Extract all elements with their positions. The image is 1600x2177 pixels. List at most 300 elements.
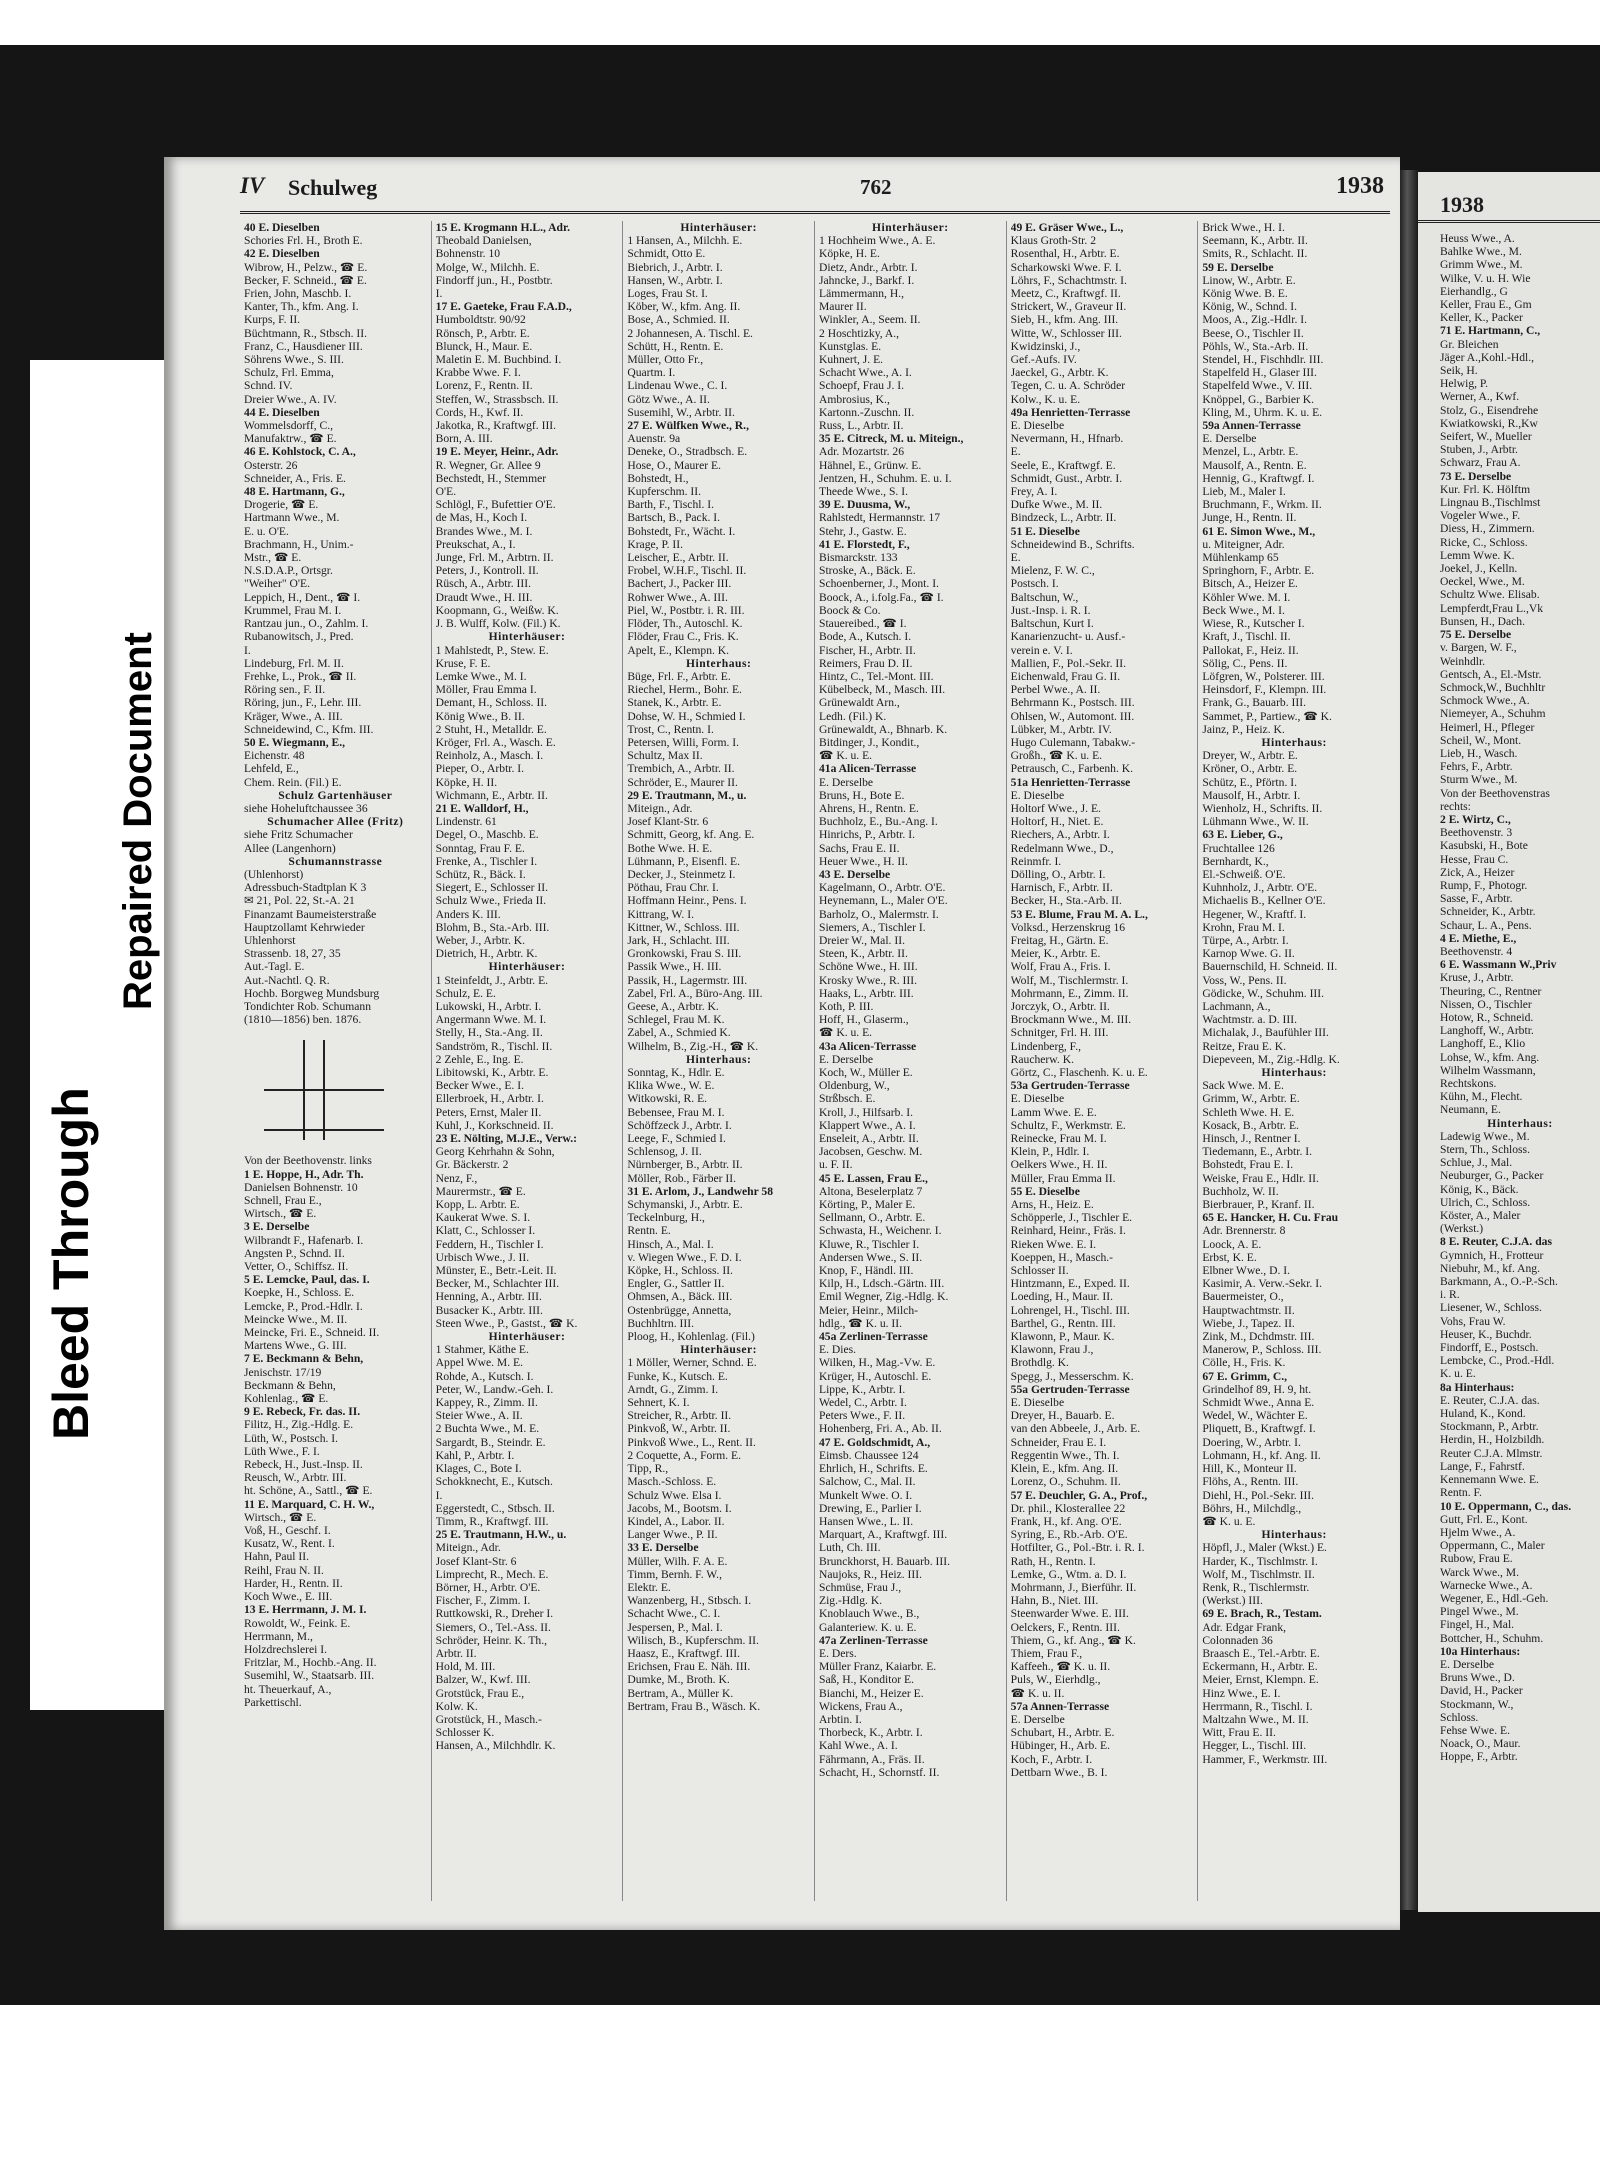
directory-line: Vetter, O., Schiffsz. II. xyxy=(244,1260,349,1274)
directory-line: Rath, H., Rentn. I. xyxy=(1010,1554,1096,1568)
directory-line: Jespersen, P., Mal. I. xyxy=(627,1620,723,1634)
directory-line: Strickert, W., Graveur II. xyxy=(1010,300,1127,314)
facing-line: Stockmann, P., Arbtr. xyxy=(1440,1420,1539,1434)
directory-line: Weiske, Frau E., Hdlr. II. xyxy=(1202,1171,1319,1185)
directory-line: Wibrow, H., Pelzw., ☎ E. xyxy=(244,260,368,274)
directory-line: Schnell, Frau E., xyxy=(244,1194,322,1207)
directory-line: Blunck, H., Maur. E. xyxy=(435,339,533,353)
directory-line: Elbner Wwe., D. I. xyxy=(1202,1264,1291,1278)
facing-rule xyxy=(1418,220,1600,223)
facing-line: Niemeyer, A., Schuhm xyxy=(1440,707,1546,721)
facing-line: Scheil, W., Mont. xyxy=(1440,733,1522,747)
facing-line: Schlue, J., Mal. xyxy=(1440,1156,1513,1170)
directory-line: Kräger, Wwe., A. III. xyxy=(244,709,343,723)
directory-line: 39 E. Duusma, W., xyxy=(819,498,911,512)
directory-line: Siegert, E., Schlosser II. xyxy=(435,881,549,895)
directory-line: I. xyxy=(244,643,251,657)
directory-line: Peter, W., Landw.-Geh. I. xyxy=(435,1382,554,1396)
directory-line: Hinterhaus: xyxy=(1261,735,1327,749)
directory-line: Dreyer, H., Bauarb. E. xyxy=(1010,1409,1115,1423)
directory-line: 46 E. Kohlstock, C. A., xyxy=(244,445,356,459)
directory-line: 19 E. Meyer, Heinr., Adr. xyxy=(435,445,559,459)
street-diagram xyxy=(244,1030,427,1150)
directory-line: Wedel, W., Wächter E. xyxy=(1202,1409,1308,1423)
directory-line: Danielsen Bohnenstr. 10 xyxy=(244,1180,358,1194)
directory-line: ☎ K. u. E. xyxy=(1202,1514,1256,1528)
directory-line: Wanzenberg, H., Stbsch. I. xyxy=(627,1594,752,1608)
facing-year: 1938 xyxy=(1440,192,1484,217)
directory-line: 1 Mahlstedt, P., Stew. E. xyxy=(435,643,549,657)
directory-line: Schneidewind B., Schrifts. xyxy=(1010,537,1135,551)
directory-line: Kusatz, W., Rent. I. xyxy=(244,1537,335,1551)
directory-line: Bothe Wwe. H. E. xyxy=(627,841,713,855)
facing-line: Weinhdlr. xyxy=(1440,654,1486,668)
directory-line: Schleth Wwe. H. E. xyxy=(1202,1105,1295,1119)
directory-line: Doering, W., Arbtr. I. xyxy=(1202,1435,1301,1449)
directory-line: Schumacher Allee (Fritz) xyxy=(267,815,404,829)
directory-line: Sargardt, B., Steindr. E. xyxy=(435,1435,546,1449)
directory-line: Funke, K., Kutsch. E. xyxy=(627,1369,728,1383)
directory-line: Trembich, A., Arbtr. II. xyxy=(627,762,735,776)
directory-line: Riechers, A., Arbtr. I. xyxy=(1010,828,1110,842)
directory-line: Schmitt, Georg, kf. Ang. E. xyxy=(627,828,755,842)
directory-line: 53 E. Blume, Frau M. A. L., xyxy=(1010,907,1148,921)
directory-line: Munkelt Wwe. O. I. xyxy=(819,1488,913,1502)
directory-line: Löfgren, W., Polsterer. III. xyxy=(1202,669,1325,683)
directory-line: Lippe, K., Arbtr. I. xyxy=(819,1382,906,1396)
directory-line: Mausolf, A., Rentn. E. xyxy=(1202,458,1307,472)
facing-line: Gr. Bleichen xyxy=(1440,337,1499,351)
directory-line: Dettbarn Wwe., B. I. xyxy=(1010,1765,1108,1779)
directory-line: Hinsch, A., Mal. I. xyxy=(627,1237,714,1251)
directory-line: Wolf, M., Tischlermstr. I. xyxy=(1010,973,1129,987)
directory-line: Pöthau, Frau Chr. I. xyxy=(627,881,719,895)
facing-line: E. Derselbe xyxy=(1440,1657,1495,1671)
directory-line: Rowoldt, W., Feink. E. xyxy=(244,1616,351,1630)
facing-line: Fehrs, F., Arbtr. xyxy=(1440,760,1513,774)
directory-line: Heynemann, L., Maler O'E. xyxy=(819,894,948,908)
directory-line: Lamm Wwe. E. E. xyxy=(1010,1105,1097,1119)
directory-line: Bitsch, A., Heizer E. xyxy=(1202,577,1298,591)
directory-line: Schlosser K. xyxy=(435,1726,495,1740)
directory-line: Frey, A. I. xyxy=(1010,485,1058,499)
directory-line: siehe Fritz Schumacher xyxy=(244,828,353,842)
directory-line: Grünewaldt, A., Bhnarb. K. xyxy=(819,722,948,736)
facing-line: Zick, A., Heizer xyxy=(1440,865,1515,879)
directory-line: Ehrlich, H., Schrifts. E. xyxy=(819,1462,928,1476)
facing-line: Langhoff, W., Arbtr. xyxy=(1440,1024,1534,1038)
directory-line: Knöppel, G., Barbier K. xyxy=(1202,392,1315,406)
directory-line: 35 E. Citreck, M. u. Miteign., xyxy=(819,432,964,446)
directory-line: Hinterhäuser: xyxy=(680,1343,758,1357)
directory-line: Pallokat, F., Heiz. II. xyxy=(1202,643,1299,657)
directory-line: Schacht Wwe., C. I. xyxy=(627,1607,721,1621)
listing-column xyxy=(240,221,432,1901)
facing-line: 8 E. Reuter, C.J.A. das xyxy=(1440,1235,1552,1249)
directory-line: Leischer, E., Arbtr. II. xyxy=(627,551,729,565)
directory-line: Seele, E., Kraftwgf. E. xyxy=(1010,458,1116,472)
directory-line: 31 E. Arlom, J., Landwehr 58 xyxy=(627,1184,774,1198)
facing-line: Bunsen, H., Dach. xyxy=(1440,614,1526,628)
directory-line: Loock, A. E. xyxy=(1202,1237,1262,1251)
directory-line: Gef.-Aufs. IV. xyxy=(1010,353,1077,367)
directory-line: Jorczyk, O., Arbtr. II. xyxy=(1010,999,1110,1013)
directory-line: Knop, F., Händl. III. xyxy=(819,1264,914,1278)
directory-line: 41a Alicen-Terrasse xyxy=(819,762,917,776)
directory-line: Kraft, J., Tischl. II. xyxy=(1202,630,1291,644)
directory-line: Moos, A., Zig.-Hdlr. I. xyxy=(1202,313,1307,327)
directory-line: Eichenwald, Frau G. II. xyxy=(1010,669,1121,683)
facing-line: Oppermann, C., Maler xyxy=(1440,1539,1545,1553)
directory-line: Hartmann Wwe., M. xyxy=(244,511,340,525)
directory-line: Lübker, M., Arbtr. IV. xyxy=(1010,722,1112,736)
directory-line: Schultz, Max II. xyxy=(627,749,703,763)
directory-line: Flöder, Frau C., Fris. K. xyxy=(627,630,739,644)
directory-line: Lemke, G., Wtm. a. D. I. xyxy=(1010,1567,1127,1581)
directory-line: Deneke, O., Stradbsch. E. xyxy=(627,445,748,459)
directory-line: König Wwe., B. II. xyxy=(435,709,525,723)
directory-line: Kittner, W., Schloss. III. xyxy=(627,920,740,934)
directory-line: Hinterhäuser: xyxy=(488,1330,566,1344)
directory-line: Grotstück, Frau E., xyxy=(435,1686,525,1700)
directory-line: Josef Klant-Str. 6 xyxy=(435,1554,517,1568)
directory-line: Balzer, W., Kwf. III. xyxy=(435,1673,531,1687)
directory-page xyxy=(164,157,1400,1930)
directory-line: Bartsch, B., Pack. I. xyxy=(627,511,721,525)
directory-line: Decker, J., Steinmetz I. xyxy=(627,867,736,881)
directory-line: 43a Alicen-Terrasse xyxy=(819,1039,917,1053)
directory-line: 45 E. Lassen, Frau E., xyxy=(819,1171,928,1185)
directory-line: Kartonn.-Zuschn. II. xyxy=(819,405,915,419)
directory-line: Stanek, K., Arbtr. E. xyxy=(627,696,722,710)
directory-line: Meier, Ernst, Klempn. E. xyxy=(1202,1673,1319,1687)
directory-line: Schneider, A., Fris. E. xyxy=(244,471,346,485)
directory-line: Dreyer, W., Arbtr. E. xyxy=(1202,749,1298,763)
directory-line: Schmidt, Otto E. xyxy=(627,247,706,261)
directory-line: N.S.D.A.P., Ortsgr. xyxy=(244,564,333,578)
directory-line: Lühmann, P., Eisenfl. E. xyxy=(627,854,741,868)
directory-line: Wolf, M., Tischlmstr. II. xyxy=(1202,1567,1315,1581)
directory-line: siehe Hoheluftchaussee 36 xyxy=(244,801,368,815)
directory-line: ☎ K. u. E. xyxy=(819,1026,873,1040)
facing-line: Lempferdt,Frau L.,Vk xyxy=(1440,601,1544,615)
directory-line: Molge, W., Milchh. E. xyxy=(435,260,540,274)
directory-line: Elektr. E. xyxy=(627,1580,671,1594)
directory-line: Galanteriew. K. u. E. xyxy=(819,1620,917,1634)
directory-line: 59a Annen-Terrasse xyxy=(1202,419,1301,433)
directory-line: Saß, H., Konditor E. xyxy=(819,1673,914,1687)
directory-line: Reinhard, Heinr., Fräs. I. xyxy=(1010,1224,1126,1238)
directory-line: Schlosser II. xyxy=(1010,1264,1069,1278)
directory-line: Schmüse, Frau J., xyxy=(819,1580,902,1594)
listing-column xyxy=(1198,221,1390,1901)
directory-line: Boock & Co. xyxy=(819,603,881,617)
directory-line: v. Wiegen Wwe., F. D. I. xyxy=(627,1250,742,1264)
directory-line: Rosenthal, H., Arbtr. E. xyxy=(1010,247,1120,261)
facing-line: Grimm Wwe., M. xyxy=(1440,258,1523,272)
directory-line: Manerow, P., Schloss. III. xyxy=(1202,1343,1322,1357)
facing-line: David, H., Packer xyxy=(1440,1684,1523,1698)
directory-line: Naujoks, R., Heiz. III. xyxy=(819,1567,923,1581)
directory-line: Hose, O., Maurer E. xyxy=(627,458,722,472)
facing-line: Lieb, H., Wasch. xyxy=(1440,746,1518,760)
directory-line: Schacht Wwe., A. I. xyxy=(819,366,912,380)
facing-page xyxy=(1418,172,1600,1912)
directory-line: Strassenb. 18, 27, 35 xyxy=(244,947,341,961)
directory-line: Schulz, E. E. xyxy=(435,986,496,1000)
directory-line: 17 E. Gaeteke, Frau F.A.D., xyxy=(435,300,572,314)
directory-line: Adr. Edgar Frank, xyxy=(1202,1620,1287,1634)
directory-line: Köhler Wwe. M. I. xyxy=(1202,590,1291,604)
directory-line: 67 E. Grimm, C., xyxy=(1202,1369,1288,1383)
directory-line: Ostenbrügge, Annetta, xyxy=(627,1303,732,1317)
directory-line: Maurer II. xyxy=(819,300,867,314)
directory-line: Hinz Wwe., E. I. xyxy=(1202,1686,1281,1700)
directory-line: Haasz, E., Kraftwgf. III. xyxy=(627,1646,740,1660)
directory-line: Sölig, C., Pens. II. xyxy=(1202,656,1288,670)
directory-line: Hinterhäuser: xyxy=(680,221,758,234)
directory-line: 47 E. Goldschmidt, A., xyxy=(819,1435,931,1449)
directory-line: Harder, H., Rentn. II. xyxy=(244,1576,343,1590)
directory-line: Hinterhäuser: xyxy=(488,960,566,974)
directory-line: Lehfeld, E., xyxy=(244,762,299,776)
directory-line: "Weiher" O'E. xyxy=(244,577,310,591)
directory-line: Harder, K., Tischlmstr. I. xyxy=(1202,1554,1318,1568)
directory-line: Ruttkowski, R., Dreher I. xyxy=(435,1607,554,1621)
directory-line: Lühmann Wwe., W. II. xyxy=(1202,815,1309,829)
directory-line: 51 E. Dieselbe xyxy=(1010,524,1080,538)
facing-line: Hotow, R., Schneid. xyxy=(1440,1010,1534,1024)
directory-line: E. Derselbe xyxy=(819,775,874,789)
directory-line: Hansen, A., Milchhdlr. K. xyxy=(435,1739,556,1753)
directory-line: Köpke, H. E. xyxy=(819,247,880,261)
directory-line: Syring, E., Rb.-Arb. O'E. xyxy=(1010,1528,1128,1542)
directory-line: Schröder, E., Maurer II. xyxy=(627,775,738,789)
directory-line: 41 E. Florstedt, F., xyxy=(819,537,910,551)
directory-line: Jainz, P., Heiz. K. xyxy=(1202,722,1285,736)
facing-line: Langhoff, E., Klio xyxy=(1440,1037,1526,1051)
directory-line: Kruse, F. E. xyxy=(435,656,491,670)
directory-line: 59 E. Derselbe xyxy=(1202,260,1274,274)
directory-line: de Mas, H., Koch I. xyxy=(435,511,528,525)
directory-line: Smits, R., Schlacht. II. xyxy=(1202,247,1308,261)
directory-line: 55 E. Dieselbe xyxy=(1010,1184,1080,1198)
directory-line: Koepke, H., Schloss. E. xyxy=(244,1286,355,1300)
directory-line: Becker, F. Schneid., ☎ E. xyxy=(244,273,367,287)
directory-line: Büge, Frl. F., Arbtr. E. xyxy=(627,669,731,683)
directory-line: Schöne Wwe., H. III. xyxy=(819,960,918,974)
directory-line: Lemcke, P., Prod.-Hdlr. I. xyxy=(244,1299,363,1313)
directory-line: Klawonn, P., Maur. K. xyxy=(1010,1330,1115,1344)
facing-line: Fehse Wwe. E. xyxy=(1440,1723,1510,1737)
directory-line: Zink, M., Dchdmstr. III. xyxy=(1202,1330,1315,1344)
directory-line: Köpke, H., Schloss. II. xyxy=(627,1264,733,1278)
directory-line: Bertram, A., Müller K. xyxy=(627,1686,734,1700)
directory-line: hdlg., ☎ K. u. II. xyxy=(819,1316,903,1330)
directory-line: Dreier W., Mal. II. xyxy=(819,933,905,947)
directory-line: Sehnert, K. I. xyxy=(627,1396,690,1410)
facing-line: Seifert, W., Mueller xyxy=(1440,430,1532,444)
directory-line: Kuhl, J., Korkschneid. II. xyxy=(435,1118,554,1132)
facing-line: Schloss. xyxy=(1440,1710,1479,1724)
directory-line: Jark, H., Schlacht. III. xyxy=(627,933,730,947)
directory-line: Hintzmann, E., Exped. II. xyxy=(1010,1277,1130,1291)
directory-line: Nenz, F., xyxy=(435,1171,478,1185)
directory-line: Haaks, L., Arbtr. III. xyxy=(819,986,914,1000)
directory-line: 2 Buchta Wwe., M. E. xyxy=(435,1422,540,1436)
directory-line: E. Dieselbe xyxy=(1010,419,1065,433)
directory-line: Knoblauch Wwe., B., xyxy=(819,1607,920,1621)
directory-line: Eichenstr. 48 xyxy=(244,749,305,763)
directory-line: Tondichter Rob. Schumann xyxy=(244,999,372,1013)
directory-line: Steffen, W., Strassbsch. II. xyxy=(435,392,559,406)
directory-line: Frehke, L., Prok., ☎ II. xyxy=(244,669,357,683)
facing-line: Diess, H., Zimmern. xyxy=(1440,522,1535,536)
facing-line: Bruns Wwe., D. xyxy=(1440,1671,1515,1685)
directory-line: E. xyxy=(1010,445,1021,459)
directory-line: Reusch, W., Arbtr. III. xyxy=(244,1471,347,1485)
facing-line: 71 E. Hartmann, C., xyxy=(1440,324,1541,338)
directory-line: ht. Schöne, A., Sattl., ☎ E. xyxy=(244,1484,373,1498)
directory-line: Russ, L., Arbtr. II. xyxy=(819,419,904,433)
directory-line: R. Wegner, Gr. Allee 9 xyxy=(435,458,541,472)
facing-line: Schneider, K., Arbtr. xyxy=(1440,905,1536,919)
directory-line: ☎ K. u. II. xyxy=(1010,1686,1065,1700)
directory-line: Manufaktrw., ☎ E. xyxy=(244,432,337,446)
directory-line: Tegen, C. u. A. Schröder xyxy=(1010,379,1126,393)
facing-line: Ladewig Wwe., M. xyxy=(1440,1129,1530,1143)
facing-line: Stolz, G., Eisendrehe xyxy=(1440,403,1539,417)
directory-line: Schlensog, J. II. xyxy=(627,1145,702,1159)
directory-line: u. F. II. xyxy=(819,1158,853,1172)
directory-line: 2 Johannesen, A. Tischl. E. xyxy=(627,326,753,340)
directory-line: Trost, C., Rentn. I. xyxy=(627,722,714,736)
directory-line: Luth, Ch. III. xyxy=(819,1541,881,1555)
directory-line: Rubanowitsch, J., Pred. xyxy=(244,630,354,644)
directory-line: Wiese, R., Kutscher I. xyxy=(1202,617,1305,631)
directory-line: Kwidzinski, J., xyxy=(1010,339,1081,353)
directory-line: Schnd. IV. xyxy=(244,379,293,393)
directory-line: Wirtsch., ☎ E. xyxy=(244,1207,317,1221)
directory-line: Henning, A., Arbtr. III. xyxy=(435,1290,542,1304)
directory-line: Draudt Wwe., H. III. xyxy=(435,590,533,604)
directory-line: Heuer Wwe., H. II. xyxy=(819,854,908,868)
directory-line: Marquart, A., Kraftwgf. III. xyxy=(819,1528,948,1542)
directory-line: Kappey, R., Zimm. II. xyxy=(435,1396,538,1410)
directory-line: Kilp, H., Ldsch.-Gärtn. III. xyxy=(819,1277,945,1291)
facing-line: 4 E. Miethe, E., xyxy=(1440,931,1517,945)
directory-line: Lorenz, F., Rentn. II. xyxy=(435,379,533,393)
directory-line: Schneidewind, C., Kfm. III. xyxy=(244,722,374,736)
directory-line: Dölling, O., Arbtr. I. xyxy=(1010,867,1106,881)
facing-line: Findorff, E., Postsch. xyxy=(1440,1341,1539,1355)
directory-line: Stauereibed., ☎ I. xyxy=(819,617,907,631)
directory-line: Hinterhaus: xyxy=(685,656,752,670)
directory-line: O'E. xyxy=(435,485,457,499)
directory-line: Siemers, A., Tischler I. xyxy=(819,920,926,934)
directory-line: Osterstr. 26 xyxy=(244,458,298,472)
directory-line: Holtorf, H., Niet. E. xyxy=(1010,815,1104,829)
directory-line: Köber, W., kfm. Ang. II. xyxy=(627,300,741,314)
facing-line: Hoppe, F., Arbtr. xyxy=(1440,1750,1518,1764)
directory-line: Rohde, A., Kutsch. I. xyxy=(435,1369,534,1383)
directory-line: Fritzlar, M., Hochb.-Ang. II. xyxy=(244,1656,377,1670)
directory-line: E. u. O'E. xyxy=(244,524,289,538)
facing-line: Schwarz, Frau A. xyxy=(1440,456,1521,470)
page-header xyxy=(240,171,1390,214)
facing-line: Wegener, E., Hdl.-Geh. xyxy=(1440,1591,1549,1605)
directory-line: Fährmann, A., Fräs. II. xyxy=(819,1752,925,1766)
directory-line: Wedel, C., Arbtr. I. xyxy=(819,1396,907,1410)
directory-line: Großh., ☎ K. u. E. xyxy=(1010,749,1103,763)
directory-line: Schöpperle, J., Tischler E. xyxy=(1010,1211,1133,1225)
directory-line: Gr. Bäckerstr. 2 xyxy=(435,1158,509,1172)
directory-line: ht. Theuerkauf, A., xyxy=(244,1682,332,1696)
directory-line: Salchow, C., Mal. II. xyxy=(819,1475,916,1489)
directory-line: Von der Beethovenstr. links xyxy=(244,1154,372,1168)
directory-line: 25 E. Trautmann, H.W., u. xyxy=(435,1528,567,1542)
directory-line: Dufke Wwe., M. II. xyxy=(1010,498,1103,512)
facing-column xyxy=(1440,232,1600,1764)
directory-line: Schokknecht, E., Kutsch. xyxy=(435,1475,553,1489)
directory-line: Just.-Insp. i. R. I. xyxy=(1010,603,1091,617)
directory-line: Bauernschild, H. Schneid. II. xyxy=(1202,960,1338,974)
directory-line: Kröner, O., Arbtr. E. xyxy=(1202,762,1298,776)
directory-line: van den Abbeele, J., Arb. E. xyxy=(1010,1422,1141,1436)
directory-line: Reihl, Frau N. II. xyxy=(244,1563,324,1577)
directory-line: Steenwarder Wwe. E. III. xyxy=(1010,1607,1129,1621)
directory-line: Kolw., K. u. E. xyxy=(1010,392,1081,406)
directory-line: Grotstück, H., Masch.- xyxy=(435,1712,542,1726)
directory-line: Klika Wwe., W. E. xyxy=(627,1079,715,1093)
facing-line: 10 E. Oppermann, C., das. xyxy=(1440,1499,1572,1513)
directory-line: Renk, R., Tischlermstr. xyxy=(1202,1580,1310,1594)
page-number: 762 xyxy=(860,175,892,199)
directory-line: Klein, P., Hdlr. I. xyxy=(1010,1145,1090,1159)
facing-line: Huland, K., Kond. xyxy=(1440,1407,1526,1421)
directory-line: Türpe, A., Arbtr. I. xyxy=(1202,933,1289,947)
directory-line: Emil Wegner, Zig.-Hdlg. K. xyxy=(819,1290,949,1304)
facing-line: Liesener, W., Schloss. xyxy=(1440,1301,1542,1315)
directory-line: Frank, H., kf. Ang. O'E. xyxy=(1010,1514,1122,1528)
directory-line: Schlögl, F., Bufettier O'E. xyxy=(435,498,556,512)
directory-line: Redelmann Wwe., D., xyxy=(1010,841,1114,855)
directory-line: Klein, E., kfm. Ang. II. xyxy=(1010,1462,1119,1476)
directory-line: Angermann Wwe. M. I. xyxy=(435,1013,547,1027)
directory-line: Demant, H., Schloss. II. xyxy=(435,696,548,710)
directory-line: Hinsch, J., Rentner I. xyxy=(1202,1132,1301,1146)
section-number: IV xyxy=(240,173,265,198)
directory-line: Auenstr. 9a xyxy=(627,432,681,446)
directory-line: Theede Wwe., S. I. xyxy=(819,485,908,499)
directory-line: Kanarienzucht- u. Ausf.- xyxy=(1010,630,1126,644)
directory-line: Maurermstr., ☎ E. xyxy=(435,1184,526,1198)
directory-line: Nevermann, H., Hfnarb. xyxy=(1010,432,1124,446)
listing-column xyxy=(815,221,1007,1901)
directory-line: Hauptwachtmstr. II. xyxy=(1202,1303,1295,1317)
facing-line: (Werkst.) xyxy=(1440,1222,1484,1236)
facing-line: Helwig, P. xyxy=(1440,377,1488,391)
directory-line: Fruchtallee 126 xyxy=(1202,841,1275,855)
listing-column xyxy=(432,221,624,1901)
directory-line: Büchtmann, R., Stbsch. II. xyxy=(244,326,368,340)
directory-line: Adr. Brennerstr. 8 xyxy=(1202,1224,1286,1238)
directory-line: Hugo Culemann, Tabakw.- xyxy=(1010,735,1136,749)
directory-line: Gronkowski, Frau S. III. xyxy=(627,947,742,961)
directory-line: Schulz Wwe., Frieda II. xyxy=(435,894,547,908)
directory-line: Hinterhäuser: xyxy=(871,221,949,234)
directory-line: 29 E. Trautmann, M., u. xyxy=(627,788,747,802)
